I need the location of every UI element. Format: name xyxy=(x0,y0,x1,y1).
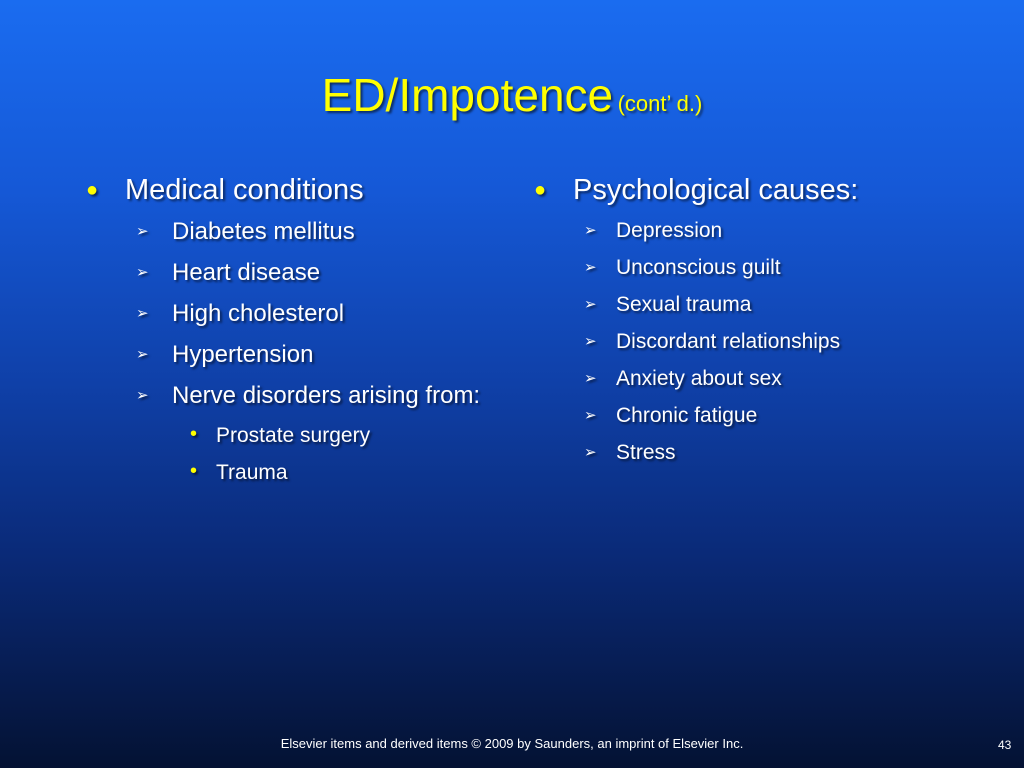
list-item-text: High cholesterol xyxy=(172,300,345,327)
list-item-text: Discordant relationships xyxy=(616,330,841,353)
copyright-footer: Elsevier items and derived items © 2009 by Saunders, an imprint of Elsevier Inc. xyxy=(280,736,744,751)
arrowhead-bullet-icon: ➢ xyxy=(584,370,597,387)
arrowhead-bullet-icon: ➢ xyxy=(136,223,149,240)
list-item-text: Nerve disorders arising from: xyxy=(172,382,481,409)
circle-bullet-icon: ● xyxy=(86,179,99,201)
arrowhead-bullet-icon: ➢ xyxy=(136,305,149,322)
list-item-text: Chronic fatigue xyxy=(616,404,758,427)
right-column xyxy=(528,172,948,477)
list-item xyxy=(584,255,948,281)
arrowhead-bullet-icon: ➢ xyxy=(136,264,149,281)
right-heading: Psychological causes: xyxy=(573,174,859,206)
list-item-text: Anxiety about sex xyxy=(616,367,782,390)
list-item-text: Hypertension xyxy=(172,341,314,368)
arrowhead-bullet-icon: ➢ xyxy=(584,259,597,276)
dot-bullet-icon: • xyxy=(190,460,198,482)
left-column xyxy=(80,172,490,497)
arrowhead-bullet-icon: ➢ xyxy=(584,407,597,424)
list-item-text: Unconscious guilt xyxy=(616,256,781,279)
list-item xyxy=(584,366,948,392)
arrowhead-bullet-icon: ➢ xyxy=(584,222,597,239)
list-item xyxy=(584,329,948,355)
list-item-text: Depression xyxy=(616,219,723,242)
sub-list-item-text: Trauma xyxy=(216,461,288,484)
list-item xyxy=(136,218,490,246)
arrowhead-bullet-icon: ➢ xyxy=(136,346,149,363)
arrowhead-bullet-icon: ➢ xyxy=(584,333,597,350)
arrowhead-bullet-icon: ➢ xyxy=(584,296,597,313)
arrowhead-bullet-icon: ➢ xyxy=(584,444,597,461)
right-heading-item xyxy=(528,172,948,208)
left-heading-item xyxy=(80,172,490,208)
list-item-text: Heart disease xyxy=(172,259,321,286)
left-heading: Medical conditions xyxy=(125,174,364,206)
sub-list-item-text: Prostate surgery xyxy=(216,424,371,447)
list-item-text: Diabetes mellitus xyxy=(172,218,355,245)
sub-list-item xyxy=(190,423,490,449)
list-item-text: Sexual trauma xyxy=(616,293,752,316)
slide-title-subtitle: (cont’ d.) xyxy=(617,91,703,116)
list-item-text: Stress xyxy=(616,441,676,464)
dot-bullet-icon: • xyxy=(190,423,198,445)
sub-list-item xyxy=(190,460,490,486)
list-item xyxy=(584,292,948,318)
circle-bullet-icon: ● xyxy=(534,179,547,201)
list-item xyxy=(584,403,948,429)
page-number: 43 xyxy=(998,738,1012,752)
list-item xyxy=(136,259,490,287)
arrowhead-bullet-icon: ➢ xyxy=(136,387,149,404)
list-item xyxy=(584,440,948,466)
list-item xyxy=(136,300,490,328)
slide-title xyxy=(0,68,1024,122)
list-item xyxy=(136,341,490,369)
slide-title-main: ED/Impotence xyxy=(321,69,614,121)
list-item xyxy=(136,382,490,410)
list-item xyxy=(584,218,948,244)
